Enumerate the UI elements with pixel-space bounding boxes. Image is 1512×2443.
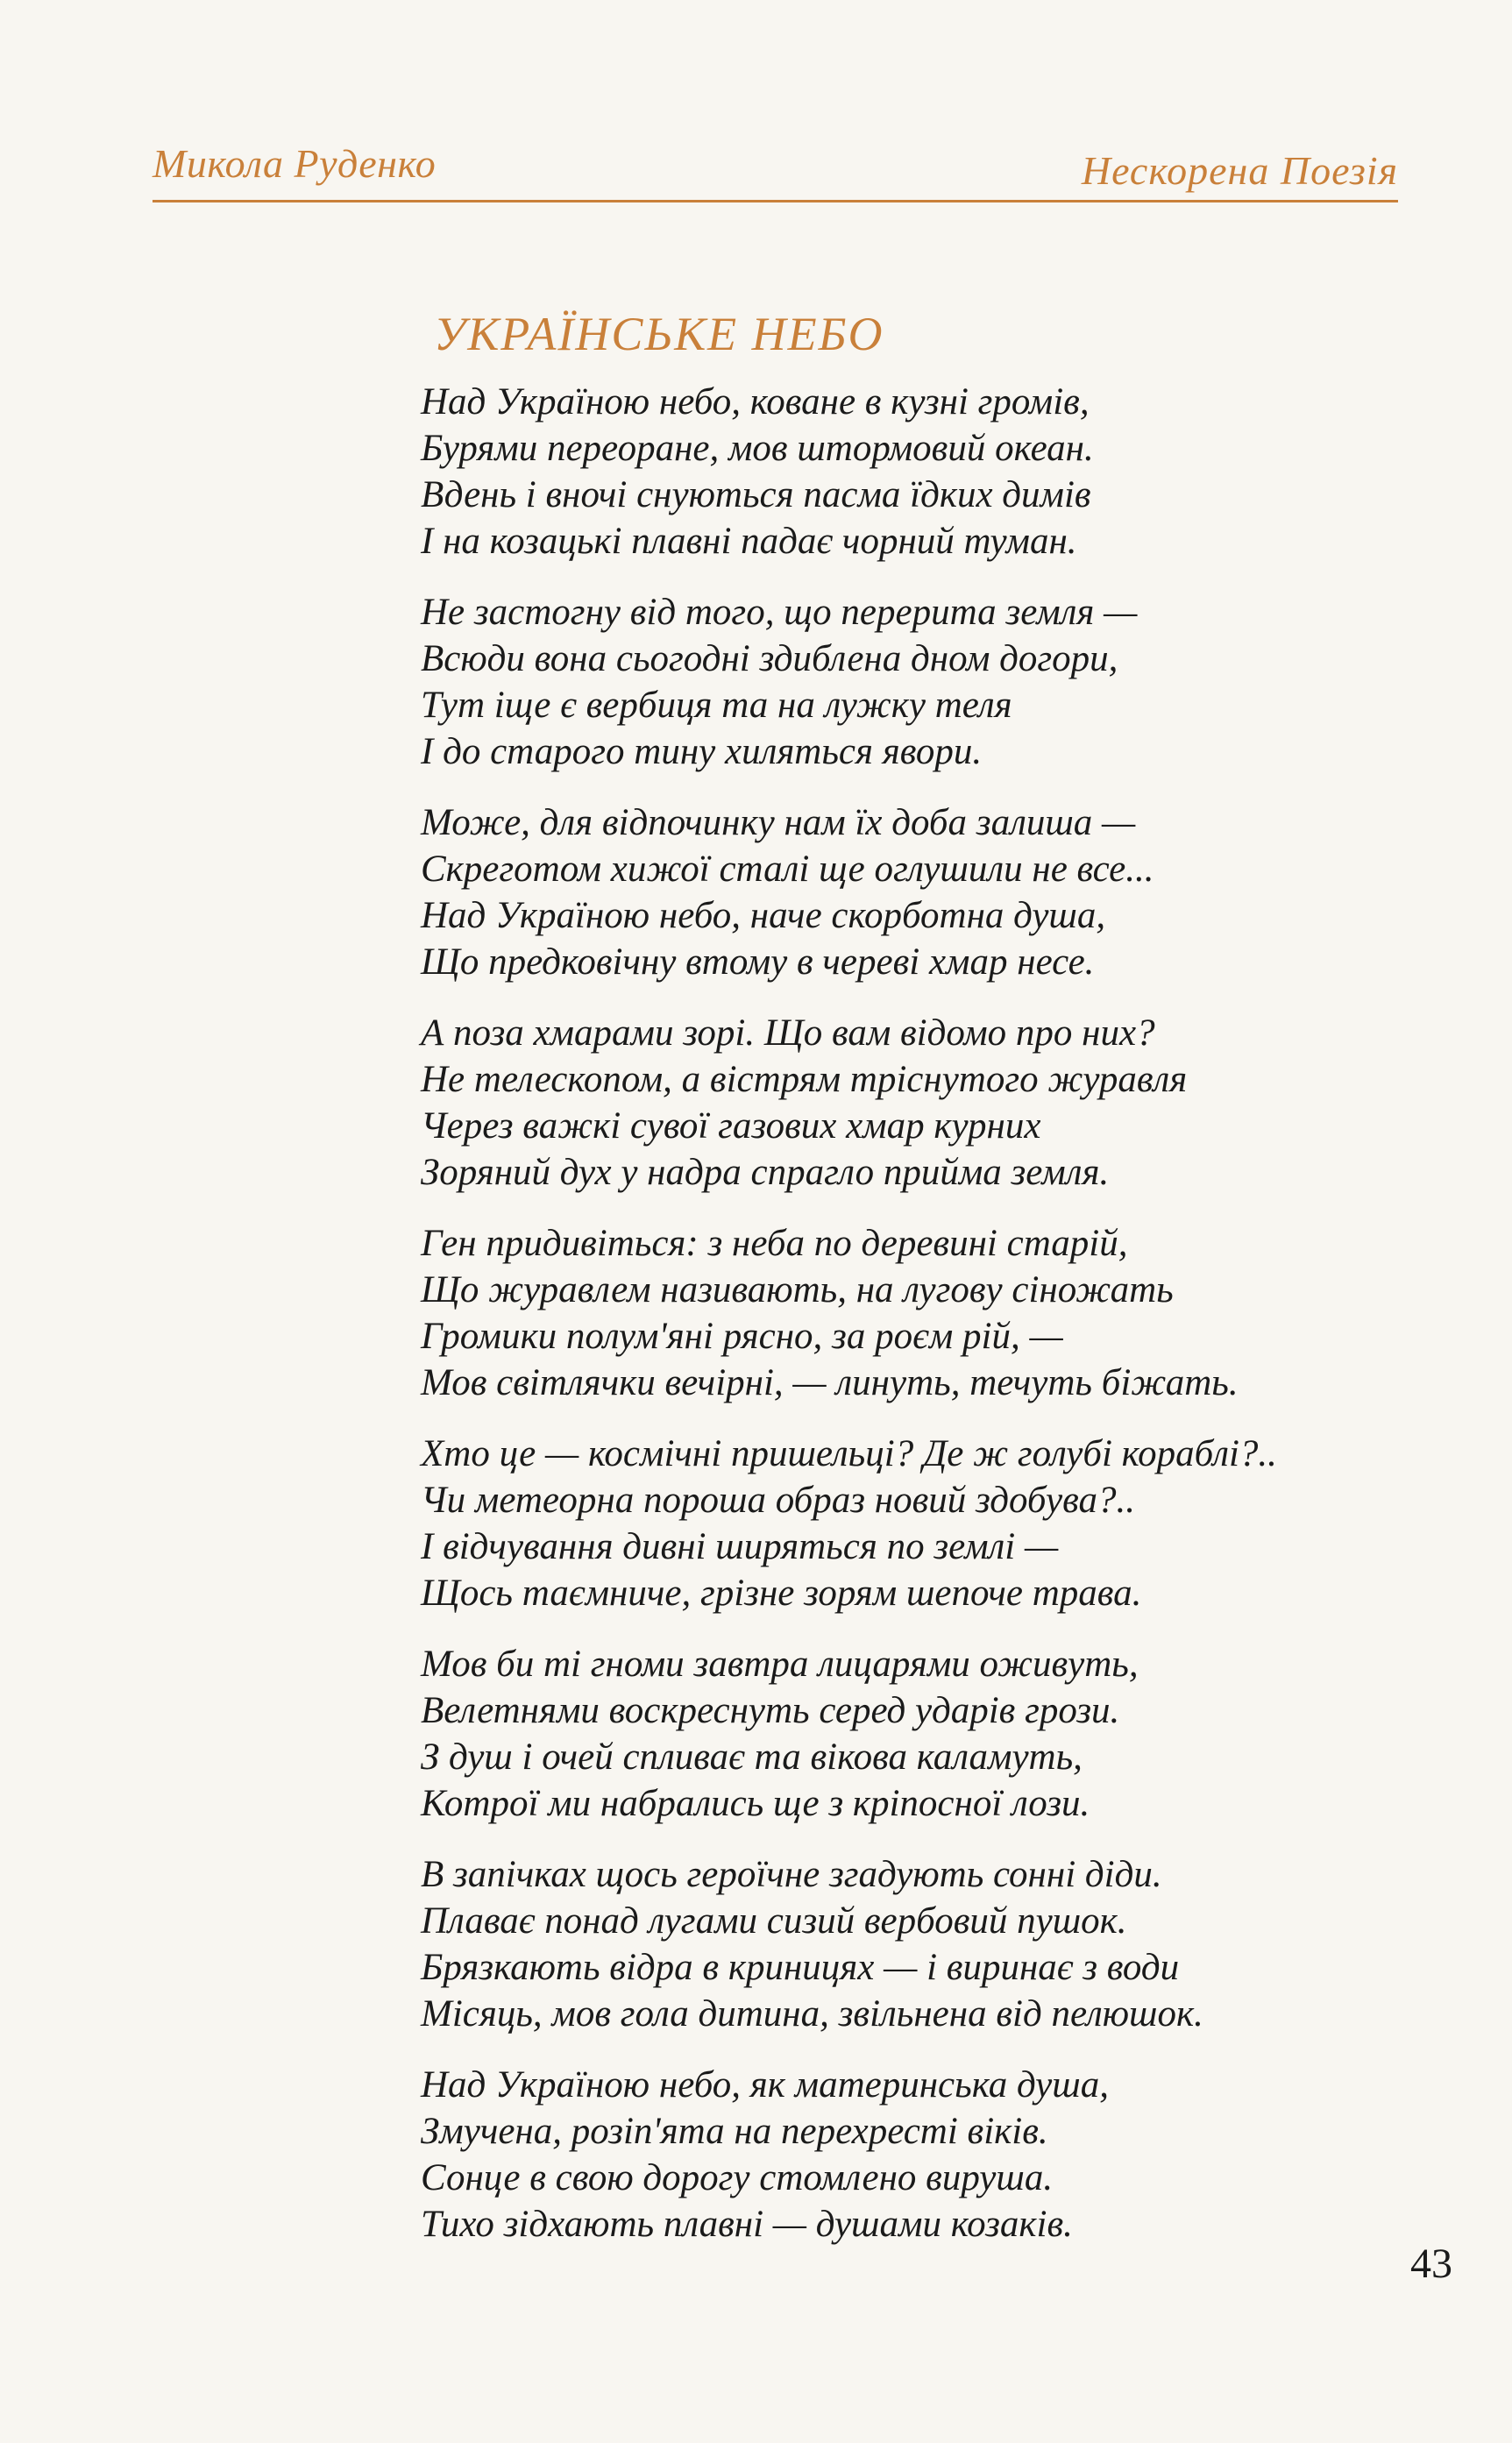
poem-line: І відчування дивні ширяться по землі — xyxy=(421,1526,1059,1567)
poem-line: Бурями переоране, мов штормовий океан. xyxy=(421,428,1094,469)
poem-line: Чи метеорна пороша образ новий здобува?.. xyxy=(421,1480,1135,1521)
poem-line: Громики полум'яні рясно, за роєм рій, — xyxy=(421,1316,1063,1357)
poem-line: В запічках щось героїчне згадують сонні діди. xyxy=(421,1854,1162,1895)
series-title: Нескорена Поезія xyxy=(1081,148,1398,193)
stanza xyxy=(421,2062,1385,2248)
poem-line: Над Україною небо, коване в кузні громів, xyxy=(421,381,1090,423)
stanza xyxy=(421,379,1385,565)
poem-title: УКРАЇНСЬКЕ НЕБО xyxy=(434,308,884,360)
poem-line: Тихо зідхають плавні — душами козаків. xyxy=(421,2204,1073,2245)
poem-line: Через важкі сувої газових хмар курних xyxy=(421,1105,1041,1147)
poem-line: І до старого тину хиляться явори. xyxy=(421,731,983,772)
stanza xyxy=(421,589,1385,775)
poem-line: Тут іще є вербиця та на лужку теля xyxy=(421,685,1012,726)
stanza xyxy=(421,1220,1385,1406)
poem-line: Мов світлячки вечірні, — линуть, течуть біжать. xyxy=(421,1362,1239,1403)
poem-line: Хто це — космічні пришельці? Де ж голубі кораблі?.. xyxy=(421,1433,1277,1474)
header-divider xyxy=(153,200,1398,202)
poem-line: Велетнями воскреснуть серед ударів грози. xyxy=(421,1690,1120,1731)
poem-line: Змучена, розіп'ята на перехресті віків. xyxy=(421,2111,1048,2152)
stanza xyxy=(421,1431,1385,1616)
poem-line: А поза хмарами зорі. Що вам відомо про них? xyxy=(421,1012,1155,1054)
poem-line: Котрої ми набрались ще з кріпосної лози. xyxy=(421,1783,1090,1824)
stanza xyxy=(421,1010,1385,1196)
poem-line: З душ і очей спливає та вікова каламуть, xyxy=(421,1736,1083,1778)
poem-body xyxy=(421,379,1385,2272)
poem-line: Що журавлем називають, на лугову сіножать xyxy=(421,1269,1174,1310)
poem-line: Місяць, мов гола дитина, звільнена від пелюшок. xyxy=(421,1993,1203,2035)
poem-line: Зоряний дух у надра спрагло прийма земля. xyxy=(421,1152,1110,1193)
author-name: Микола Руденко xyxy=(153,141,437,186)
poem-line: Не телескопом, а вістрям тріснутого журавля xyxy=(421,1059,1188,1100)
poem-line: Над Україною небо, наче скорботна душа, xyxy=(421,895,1106,936)
poem-line: І на козацькі плавні падає чорний туман. xyxy=(421,521,1077,562)
poem-line: Всюди вона сьогодні здиблена дном догори, xyxy=(421,638,1118,679)
poem-line: Сонце в свою дорогу стомлено вируша. xyxy=(421,2157,1054,2198)
running-header xyxy=(153,140,1398,202)
poem-line: Брязкають відра в криницях — і виринає з води xyxy=(421,1947,1180,1988)
poem-line: Вдень і вночі снуються пасма їдких димів xyxy=(421,474,1091,515)
poem-line: Плаває понад лугами сизий вербовий пушок. xyxy=(421,1900,1127,1942)
poem-line: Над Україною небо, як материнська душа, xyxy=(421,2064,1109,2106)
poem-line: Не застогну від того, що перерита земля — xyxy=(421,592,1138,633)
stanza xyxy=(421,799,1385,985)
poem-line: Скреготом хижої сталі ще оглушили не все... xyxy=(421,849,1154,890)
poem-line: Щось таємниче, грізне зорям шепоче трава. xyxy=(421,1573,1142,1614)
stanza xyxy=(421,1641,1385,1827)
poem-line: Ген придивіться: з неба по деревині старій, xyxy=(421,1223,1128,1264)
stanza xyxy=(421,1851,1385,2037)
poem-line: Мов би ті гноми завтра лицарями оживуть, xyxy=(421,1644,1139,1685)
poem-line: Що предковічну втому в череві хмар несе. xyxy=(421,941,1095,983)
page-number: 43 xyxy=(1410,2241,1452,2287)
poem-line: Може, для відпочинку нам їх доба залиша — xyxy=(421,802,1136,843)
